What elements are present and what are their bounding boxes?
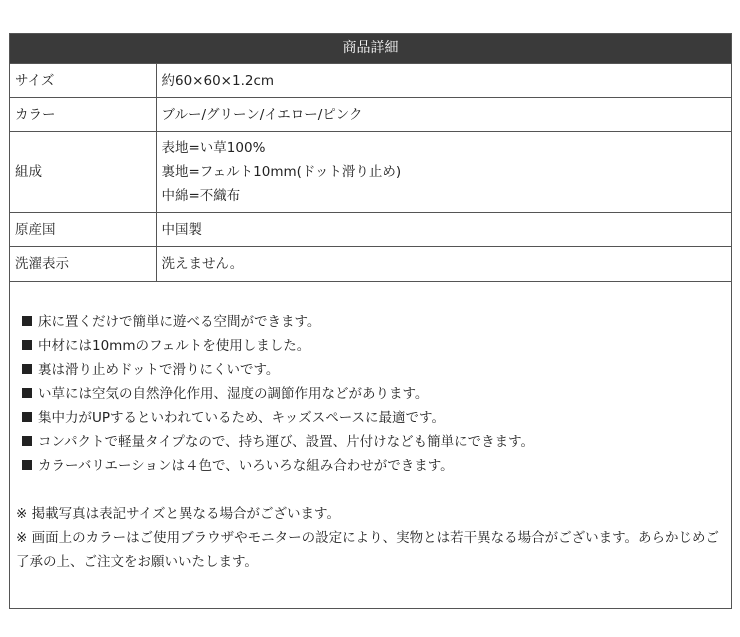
- square-bullet-icon: [22, 412, 32, 422]
- feature-item: 中材には10mmのフェルトを使用しました。: [16, 334, 725, 358]
- spec-value: 約60×60×1.2cm: [156, 64, 731, 98]
- remark-note: ※ 画面上のカラーはご使用ブラウザやモニターの設定により、実物とは若干異なる場合がございます。あらかじめご了承の上、ご注文をお願いいたします。: [16, 529, 720, 570]
- spec-label: サイズ: [10, 64, 156, 98]
- spec-value: 洗えません。: [156, 247, 731, 281]
- panel-title: 商品詳細: [10, 34, 731, 63]
- spec-value-line: 表地=い草100%: [161, 140, 266, 156]
- spec-label: 原産国: [10, 213, 156, 247]
- square-bullet-icon: [22, 436, 32, 446]
- spec-row-origin: [10, 213, 731, 247]
- spec-row-size: [10, 64, 731, 98]
- spec-label: 洗濯表示: [10, 247, 156, 281]
- product-details-panel: [9, 33, 732, 609]
- feature-item: い草には空気の自然浄化作用、湿度の調節作用などがあります。: [16, 382, 725, 406]
- feature-item: カラーバリエーションは４色で、いろいろな組み合わせができます。: [16, 454, 725, 478]
- square-bullet-icon: [22, 316, 32, 326]
- features-section: [10, 281, 731, 574]
- spec-value-line: 中綿=不織布: [161, 188, 241, 204]
- feature-item: コンパクトで軽量タイプなので、持ち運び、設置、片付けなども簡単にできます。: [16, 430, 725, 454]
- spec-label: 組成: [10, 132, 156, 213]
- spec-value: ブルー/グリーン/イエロー/ピンク: [156, 98, 731, 132]
- feature-item: 集中力がUPするといわれているため、キッズスペースに最適です。: [16, 406, 725, 430]
- square-bullet-icon: [22, 340, 32, 350]
- remarks-section: [16, 502, 725, 574]
- spec-row-care: [10, 247, 731, 281]
- spec-value: [156, 132, 731, 213]
- square-bullet-icon: [22, 364, 32, 374]
- feature-item: 床に置くだけで簡単に遊べる空間ができます。: [16, 310, 725, 334]
- spec-value: 中国製: [156, 213, 731, 247]
- feature-item: 裏は滑り止めドットで滑りにくいです。: [16, 358, 725, 382]
- remark-note: ※ 掲載写真は表記サイズと異なる場合がございます。: [16, 505, 340, 522]
- spec-label: カラー: [10, 98, 156, 132]
- spec-row-composition: [10, 132, 731, 213]
- spec-row-color: [10, 98, 731, 132]
- spec-table: [10, 63, 731, 281]
- spec-value-line: 裏地=フェルト10mm(ドット滑り止め): [161, 164, 402, 180]
- square-bullet-icon: [22, 388, 32, 398]
- square-bullet-icon: [22, 460, 32, 470]
